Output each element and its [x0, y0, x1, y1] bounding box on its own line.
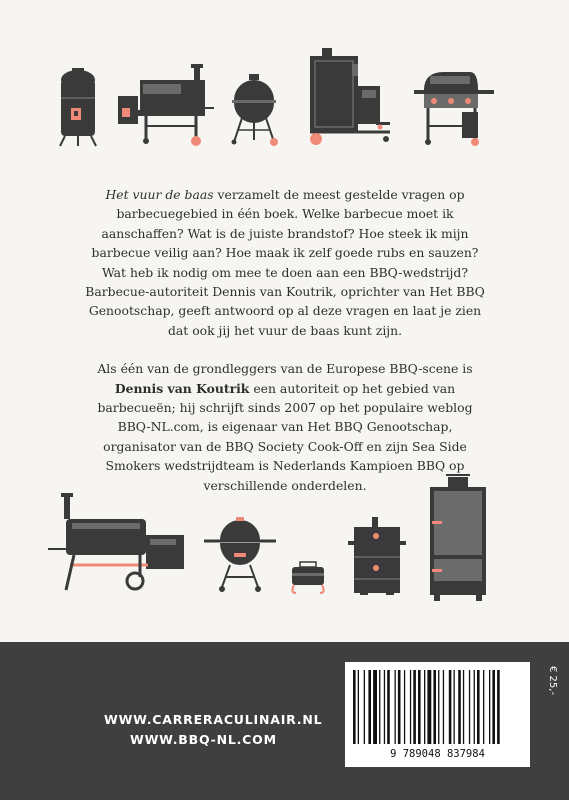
barcode-bars: [351, 670, 524, 746]
barcode-bar: [469, 670, 470, 744]
barcode-bar: [449, 670, 452, 744]
blurb-paragraph-intro: [80, 185, 490, 340]
publisher-url[interactable]: WWW.CARRERACULINAIR.NL: [104, 712, 323, 727]
author-text: een autoriteit op het gebied van barbecueën; hij schrijft sinds 2007 op het populaire weblog BBQ-NL.com, is eigenaar van Het BBQ Genootschap, organisator van de BBQ Society Cook-Off en zijn Sea Side Smokers wedstrijdteam is Nederlands Kampioen BBQ op verschillende onderdelen.: [97, 380, 473, 493]
barcode-bar: [387, 670, 390, 744]
barcode-bar: [454, 670, 455, 744]
barcode-bar: [458, 670, 461, 744]
barcode-bar: [497, 670, 500, 744]
barcode: [345, 662, 530, 767]
portable-grill-icon: [292, 562, 324, 593]
barcode-bar: [358, 670, 359, 744]
barcode-bar: [463, 670, 464, 744]
barcode-bar: [424, 670, 425, 744]
barcode-bar: [395, 670, 396, 744]
blog-url[interactable]: WWW.BBQ-NL.COM: [130, 732, 277, 747]
isbn-number: 9 789048 837984: [390, 748, 485, 760]
price-label: € 25,-: [547, 666, 558, 696]
barcode-bar: [492, 670, 495, 744]
barcode-bar: [404, 670, 405, 744]
intro-text: verzamelt de meest gestelde vragen op barbecuegebied in één boek. Welke barbecue moet ik aanschaffen? Wat is de juiste brandstof? Hoe steek ik mijn barbecue veilig aan? Hoe maak ik zelf goede rubs en sauzen? Wat heb ik nodig om mee te doen aan een BBQ-wedstrijd? Barbecue-autoriteit Dennis van Koutrik, oprichter van Het BBQ Genootschap, geeft antwoord op al deze vragen en laat je zien dat ook jij het vuur de baas kunt zijn.: [85, 187, 485, 338]
barcode-bar: [477, 670, 480, 744]
barcode-bar: [443, 670, 444, 744]
cabinet-smoker-icon: [430, 475, 486, 601]
barcode-bar: [438, 670, 439, 744]
barcode-bar: [368, 670, 371, 744]
cover-footer: [0, 642, 569, 800]
barcode-bar: [413, 670, 416, 744]
barcode-bar: [427, 670, 431, 744]
barcode-bar: [364, 670, 365, 744]
vertical-smoker-icon: [310, 48, 390, 145]
barcode-bar: [384, 670, 385, 744]
offset-smoker-icon: [48, 493, 184, 590]
kettle-grill-icon: [232, 74, 279, 146]
barcode-bar: [353, 670, 356, 744]
cover-blurb: [80, 185, 490, 495]
drum-smoker-icon: [348, 517, 406, 595]
kamado-grill-icon: [204, 517, 276, 592]
bullet-smoker-icon: [60, 68, 96, 146]
barcode-bar: [379, 670, 380, 744]
barcode-bar: [483, 670, 484, 744]
top-grill-illustrations: [0, 0, 569, 160]
author-lead: Als één van de grondleggers van de Europese BBQ-scene is: [97, 361, 473, 377]
barcode-bar: [418, 670, 421, 744]
bottom-grill-illustrations: [0, 465, 569, 610]
barcode-bar: [398, 670, 401, 744]
gas-grill-icon: [414, 72, 494, 146]
author-name: Dennis van Koutrik: [114, 380, 250, 396]
book-title-italic: Het vuur de baas: [105, 187, 214, 202]
barcode-bar: [373, 670, 377, 744]
barcode-bar: [410, 670, 411, 744]
pellet-grill-icon: [118, 64, 214, 146]
barcode-bar: [433, 670, 436, 744]
barcode-bar: [474, 670, 475, 744]
barcode-bar: [489, 670, 490, 744]
